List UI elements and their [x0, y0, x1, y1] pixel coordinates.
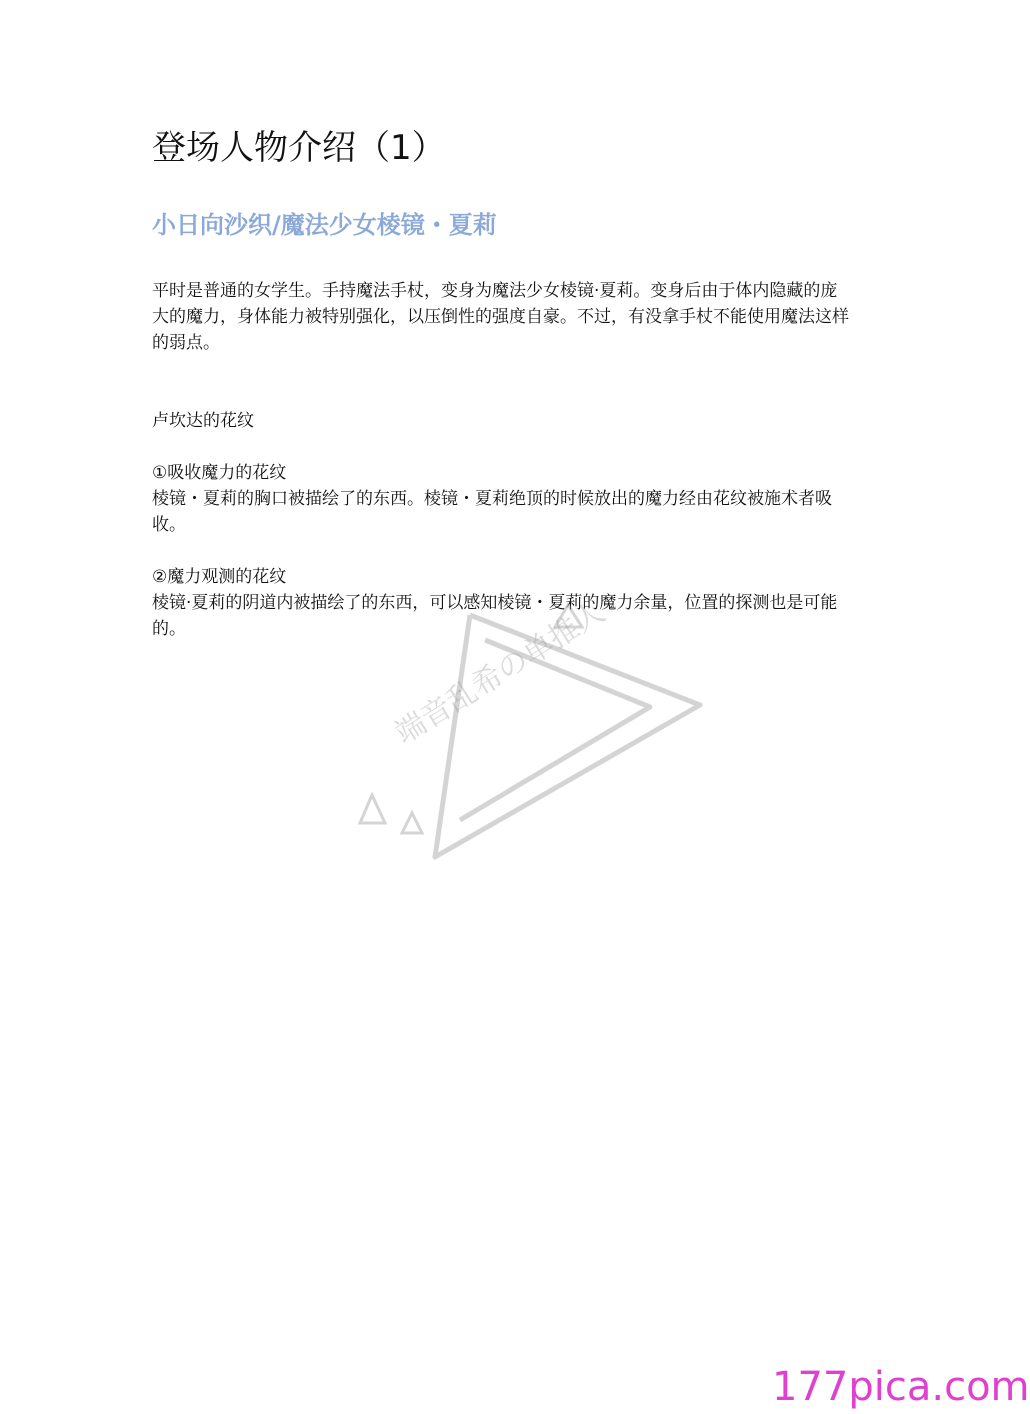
site-watermark: 177pica.com — [772, 1364, 1030, 1410]
section-heading: 卢坎达的花纹 — [152, 411, 254, 431]
page-title: 登场人物介绍（1） — [152, 128, 446, 168]
item-text-2: 棱镜·夏莉的阴道内被描绘了的东西，可以感知棱镜・夏莉的魔力余量，位置的探测也是可能的。 — [152, 593, 838, 639]
item-text-1: 棱镜・夏莉的胸口被描绘了的东西。棱镜・夏莉绝顶的时候放出的魔力经由花纹被施术者吸收。 — [152, 489, 832, 535]
item-heading-1: ①吸收魔力的花纹 — [152, 463, 287, 483]
item-heading-2: ②魔力观测的花纹 — [152, 567, 287, 587]
watermark-text: 端音乱希の单推人 — [389, 594, 612, 752]
watermark-triangle-small-2 — [402, 813, 422, 833]
watermark-triangle-large — [435, 615, 700, 857]
watermark-triangle-small-1 — [360, 795, 385, 823]
intro-paragraph: 平时是普通的女学生。手持魔法手杖，变身为魔法少女棱镜·夏莉。变身后由于体内隐藏的庞大的魔力，身体能力被特别强化，以压倒性的强度自豪。不过，有没拿手杖不能使用魔法这样的弱点。 — [152, 281, 849, 353]
watermark-triangle-inner — [460, 640, 650, 820]
character-subtitle: 小日向沙织/魔法少女棱镜・夏莉 — [152, 211, 497, 239]
